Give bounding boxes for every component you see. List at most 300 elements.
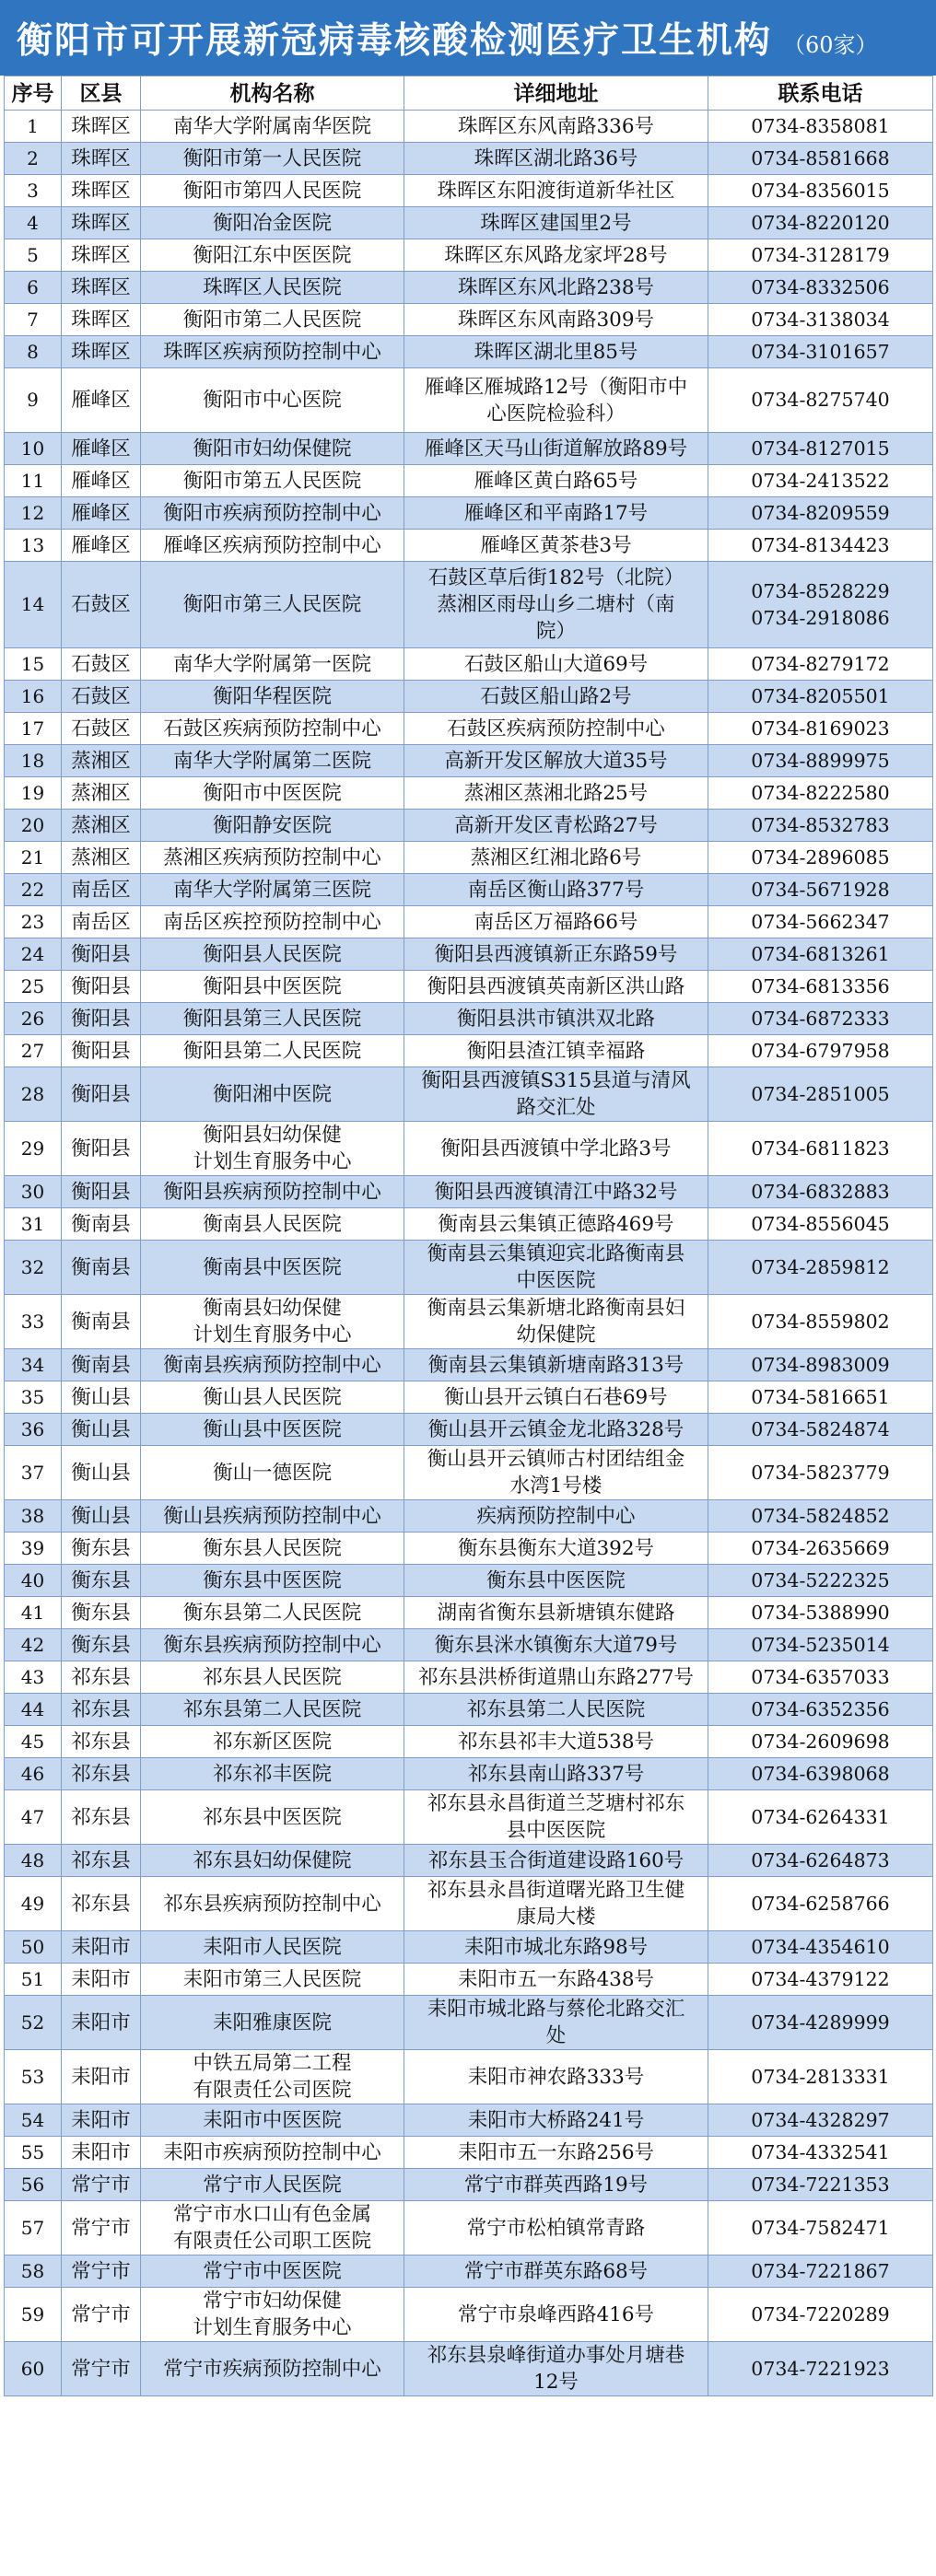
cell-phone <box>708 1241 933 1295</box>
cell-no: 2 <box>5 143 62 175</box>
cell-district: 祁东县 <box>62 1726 141 1758</box>
cell-district: 衡阳县 <box>62 1003 141 1035</box>
cell-no: 37 <box>5 1446 62 1500</box>
cell-no: 60 <box>5 2342 62 2396</box>
cell-address-line: 珠晖区湖北里85号 <box>474 340 638 364</box>
cell-district: 衡阳县 <box>62 1035 141 1067</box>
cell-name <box>141 2104 404 2137</box>
cell-name <box>141 777 404 810</box>
cell-address-line: 衡南县云集新塘北路衡南县妇 <box>427 1297 685 1320</box>
cell-name <box>141 368 404 433</box>
cell-no: 33 <box>5 1295 62 1349</box>
table-row <box>5 143 933 175</box>
cell-name-line: 蒸湘区疾病预防控制中心 <box>163 845 381 869</box>
cell-phone-line: 0734-6832883 <box>751 1180 890 1203</box>
cell-address-line: 心医院检验科） <box>486 402 626 425</box>
cell-phone <box>708 681 933 713</box>
cell-address <box>404 368 708 433</box>
cell-name-line: 常宁市人民医院 <box>203 2173 342 2197</box>
cell-no: 34 <box>5 1349 62 1381</box>
cell-no: 44 <box>5 1694 62 1726</box>
cell-address-line: 县中医医院 <box>506 1819 606 1842</box>
cell-district: 衡阳县 <box>62 971 141 1003</box>
table-row <box>5 111 933 143</box>
cell-address-line: 雁峰区黄茶巷3号 <box>480 533 632 557</box>
cell-address <box>404 1565 708 1597</box>
cell-name <box>141 272 404 304</box>
cell-name-line: 衡阳县第二人民医院 <box>182 1039 362 1063</box>
cell-name-line: 衡东县人民医院 <box>203 1536 342 1560</box>
cell-phone-line: 0734-4328297 <box>751 2108 890 2131</box>
table-row <box>5 207 933 239</box>
cell-district: 衡东县 <box>62 1597 141 1629</box>
cell-no: 42 <box>5 1629 62 1661</box>
cell-district: 耒阳市 <box>62 1931 141 1964</box>
cell-district: 常宁市 <box>62 2288 141 2342</box>
cell-no: 47 <box>5 1790 62 1845</box>
cell-phone-line: 0734-8556045 <box>751 1212 890 1235</box>
cell-address-line: 衡阳县洪市镇洪双北路 <box>456 1007 655 1031</box>
cell-phone-line: 0734-8275740 <box>751 389 890 411</box>
cell-name-line: 衡阳县中医医院 <box>203 974 342 998</box>
cell-name-line: 衡阳市第二人民医院 <box>182 308 362 332</box>
cell-address-line: 祁东县南山路337号 <box>467 1762 645 1786</box>
cell-name-line: 衡阳市第四人民医院 <box>182 179 362 203</box>
cell-district: 雁峰区 <box>62 530 141 562</box>
cell-name-line: 珠晖区人民医院 <box>203 275 342 299</box>
cell-phone <box>708 2255 933 2288</box>
table-row <box>5 304 933 336</box>
cell-address <box>404 175 708 207</box>
cell-address-line: 常宁市泉峰西路416号 <box>457 2302 655 2326</box>
cell-name-line: 衡南县疾病预防控制中心 <box>163 1353 381 1377</box>
table-row <box>5 1845 933 1877</box>
cell-no: 52 <box>5 1996 62 2050</box>
cell-no: 4 <box>5 207 62 239</box>
cell-phone-line: 0734-6357033 <box>751 1665 890 1688</box>
cell-phone <box>708 2137 933 2169</box>
table-row <box>5 1122 933 1176</box>
cell-no: 25 <box>5 971 62 1003</box>
cell-no: 11 <box>5 465 62 497</box>
table-row <box>5 562 933 648</box>
cell-phone <box>708 1381 933 1414</box>
cell-phone <box>708 1931 933 1964</box>
cell-phone-line: 0734-2859812 <box>751 1255 890 1278</box>
table-row <box>5 1931 933 1964</box>
cell-address-line: 12号 <box>533 2371 579 2394</box>
cell-address <box>404 1003 708 1035</box>
cell-address-line: 祁东县第二人民医院 <box>466 1697 646 1721</box>
cell-district: 蒸湘区 <box>62 745 141 777</box>
cell-phone <box>708 304 933 336</box>
cell-address-line: 湖南省衡东县新塘镇东健路 <box>437 1601 675 1625</box>
cell-name <box>141 1694 404 1726</box>
cell-address-line: 高新开发区青松路27号 <box>454 813 658 837</box>
cell-district: 衡山县 <box>62 1381 141 1414</box>
cell-phone-line: 0734-6398068 <box>751 1762 890 1785</box>
cell-district: 祁东县 <box>62 1877 141 1931</box>
table-row <box>5 239 933 272</box>
table-row <box>5 713 933 745</box>
cell-name-line: 衡南县妇幼保健 <box>203 1297 342 1320</box>
cell-address-line: 雁峰区雁城路12号（衡阳市中 <box>424 375 688 399</box>
cell-phone <box>708 1122 933 1176</box>
table-body <box>5 111 933 2396</box>
cell-phone-line: 0734-6264873 <box>751 1848 890 1871</box>
cell-district: 耒阳市 <box>62 1996 141 2050</box>
cell-address-line: 祁东县洪桥街道鼎山东路277号 <box>417 1665 695 1689</box>
cell-phone-line: 0734-8983009 <box>751 1353 890 1376</box>
cell-phone <box>708 938 933 971</box>
cell-district: 珠晖区 <box>62 272 141 304</box>
cell-district: 雁峰区 <box>62 433 141 465</box>
cell-name-line: 衡南县中医医院 <box>203 1255 342 1279</box>
cell-no: 26 <box>5 1003 62 1035</box>
cell-name-line: 雁峰区疾病预防控制中心 <box>163 533 381 557</box>
cell-name <box>141 681 404 713</box>
table-row <box>5 272 933 304</box>
table-row <box>5 874 933 906</box>
cell-address <box>404 1208 708 1241</box>
cell-phone-line: 0734-8532783 <box>751 813 890 836</box>
cell-district: 衡阳县 <box>62 1067 141 1122</box>
cell-address <box>404 874 708 906</box>
cell-district: 衡南县 <box>62 1295 141 1349</box>
cell-name <box>141 1629 404 1661</box>
cell-phone-line: 0734-2413522 <box>751 469 890 492</box>
cell-name-line: 常宁市中医医院 <box>203 2259 342 2283</box>
cell-district: 南岳区 <box>62 874 141 906</box>
cell-district: 珠晖区 <box>62 111 141 143</box>
cell-address <box>404 745 708 777</box>
cell-no: 14 <box>5 562 62 648</box>
cell-name-line: 衡阳县妇幼保健 <box>203 1124 342 1147</box>
cell-name-line: 有限责任公司职工医院 <box>172 2230 371 2253</box>
cell-phone-line: 0734-5388990 <box>751 1601 890 1624</box>
cell-name <box>141 1295 404 1349</box>
cell-address <box>404 2050 708 2104</box>
cell-address-line: 南岳区万福路66号 <box>474 910 638 934</box>
cell-name <box>141 1500 404 1533</box>
cell-no: 17 <box>5 713 62 745</box>
cell-phone <box>708 1661 933 1694</box>
cell-name-line: 衡阳市妇幼保健院 <box>193 437 352 460</box>
cell-address-line: 南岳区衡山路377号 <box>467 878 645 902</box>
cell-address-line: 康局大楼 <box>516 1906 596 1929</box>
table-row <box>5 938 933 971</box>
cell-phone-line: 0734-5823779 <box>751 1461 890 1484</box>
cell-address-line: 水湾1号楼 <box>509 1474 603 1498</box>
cell-district: 珠晖区 <box>62 175 141 207</box>
cell-district: 蒸湘区 <box>62 777 141 810</box>
cell-district: 石鼓区 <box>62 648 141 681</box>
cell-address <box>404 1533 708 1565</box>
cell-name <box>141 971 404 1003</box>
cell-address <box>404 465 708 497</box>
table-row <box>5 2137 933 2169</box>
cell-phone-line: 0734-5662347 <box>751 910 890 933</box>
cell-name <box>141 1661 404 1694</box>
cell-address <box>404 777 708 810</box>
cell-no: 35 <box>5 1381 62 1414</box>
cell-phone <box>708 906 933 938</box>
cell-name-line: 衡阳静安医院 <box>212 813 332 837</box>
cell-phone <box>708 971 933 1003</box>
cell-name-line: 衡阳冶金医院 <box>212 211 332 235</box>
cell-no: 43 <box>5 1661 62 1694</box>
cell-no: 23 <box>5 906 62 938</box>
cell-phone <box>708 2104 933 2137</box>
cell-address-line: 衡阳县西渡镇中学北路3号 <box>440 1136 672 1160</box>
cell-address <box>404 1500 708 1533</box>
cell-phone <box>708 530 933 562</box>
cell-district: 衡阳县 <box>62 938 141 971</box>
cell-phone <box>708 842 933 874</box>
cell-phone <box>708 1414 933 1446</box>
cell-name-line: 计划生育服务中心 <box>193 1150 352 1173</box>
table-row <box>5 2255 933 2288</box>
cell-address <box>404 562 708 648</box>
cell-district: 衡东县 <box>62 1565 141 1597</box>
cell-phone-line: 0734-4379122 <box>751 1967 890 1990</box>
cell-district: 珠晖区 <box>62 143 141 175</box>
cell-address <box>404 1241 708 1295</box>
cell-phone <box>708 1790 933 1845</box>
cell-no: 13 <box>5 530 62 562</box>
cell-district: 珠晖区 <box>62 336 141 368</box>
cell-no: 55 <box>5 2137 62 2169</box>
cell-district: 祁东县 <box>62 1790 141 1845</box>
cell-no: 6 <box>5 272 62 304</box>
cell-district: 衡东县 <box>62 1629 141 1661</box>
cell-phone <box>708 465 933 497</box>
cell-address <box>404 938 708 971</box>
cell-phone-line: 0734-3138034 <box>751 308 890 331</box>
cell-district: 蒸湘区 <box>62 842 141 874</box>
cell-district: 耒阳市 <box>62 1964 141 1996</box>
header-row <box>5 76 933 111</box>
cell-phone <box>708 2342 933 2396</box>
cell-address-line: 祁东县永昌街道曙光路卫生健 <box>427 1879 685 1902</box>
cell-address-line: 石鼓区疾病预防控制中心 <box>447 717 665 740</box>
cell-no: 8 <box>5 336 62 368</box>
cell-no: 1 <box>5 111 62 143</box>
cell-address <box>404 207 708 239</box>
cell-name <box>141 111 404 143</box>
cell-name-line: 衡山一德医院 <box>212 1461 332 1485</box>
cell-address-line: 常宁市群英东路68号 <box>463 2259 649 2283</box>
cell-phone-line: 0734-5671928 <box>751 878 890 901</box>
table-row <box>5 2342 933 2396</box>
cell-district: 珠晖区 <box>62 207 141 239</box>
cell-address-line: 衡南县云集镇迎宾北路衡南县 <box>427 1242 685 1265</box>
cell-phone <box>708 1996 933 2050</box>
cell-phone-line: 0734-6264331 <box>751 1805 890 1828</box>
cell-phone-line: 0734-7220289 <box>751 2302 890 2325</box>
cell-name <box>141 1003 404 1035</box>
table-row <box>5 2104 933 2137</box>
cell-district: 雁峰区 <box>62 465 141 497</box>
cell-phone <box>708 1758 933 1790</box>
table-row <box>5 1565 933 1597</box>
table-row <box>5 1500 933 1533</box>
table-row <box>5 1964 933 1996</box>
cell-address <box>404 1726 708 1758</box>
header-district: 区县 <box>62 76 141 111</box>
table-row <box>5 1726 933 1758</box>
cell-name <box>141 1446 404 1500</box>
cell-name <box>141 1035 404 1067</box>
cell-phone <box>708 368 933 433</box>
cell-no: 5 <box>5 239 62 272</box>
cell-district: 衡山县 <box>62 1446 141 1500</box>
cell-address-line: 耒阳市五一东路256号 <box>457 2140 655 2164</box>
cell-address <box>404 1964 708 1996</box>
cell-name <box>141 1758 404 1790</box>
cell-phone <box>708 1035 933 1067</box>
cell-address-line: 衡阳县西渡镇清江中路32号 <box>434 1180 678 1204</box>
table-row <box>5 1996 933 2050</box>
cell-name-line: 珠晖区疾病预防控制中心 <box>163 340 381 364</box>
cell-name-line: 耒阳市人民医院 <box>203 1935 342 1959</box>
cell-name-line: 祁东县第二人民医院 <box>182 1697 362 1721</box>
cell-phone <box>708 2201 933 2255</box>
table-row <box>5 1003 933 1035</box>
cell-address-line: 耒阳市神农路333号 <box>467 2065 645 2089</box>
cell-phone-line: 0734-8581668 <box>751 146 890 169</box>
cell-no: 51 <box>5 1964 62 1996</box>
cell-name-line: 衡阳湘中医院 <box>212 1082 332 1106</box>
cell-name-line: 南岳区疾控预防控制中心 <box>163 910 381 934</box>
cell-phone-line: 0734-6872333 <box>751 1007 890 1030</box>
header-no: 序号 <box>5 76 62 111</box>
cell-phone <box>708 207 933 239</box>
cell-no: 50 <box>5 1931 62 1964</box>
cell-address <box>404 304 708 336</box>
cell-name-line: 衡阳县疾病预防控制中心 <box>163 1180 381 1204</box>
cell-address <box>404 1790 708 1845</box>
table-row <box>5 745 933 777</box>
cell-name <box>141 745 404 777</box>
cell-name-line: 衡阳市中心医院 <box>203 389 342 412</box>
cell-district: 祁东县 <box>62 1694 141 1726</box>
cell-phone <box>708 1349 933 1381</box>
cell-phone <box>708 1964 933 1996</box>
cell-name-line: 常宁市水口山有色金属 <box>172 2203 371 2226</box>
cell-address <box>404 713 708 745</box>
cell-address <box>404 1877 708 1931</box>
cell-phone-line: 0734-8528229 <box>751 579 890 602</box>
cell-name <box>141 1349 404 1381</box>
table-row <box>5 497 933 530</box>
cell-name-line: 石鼓区疾病预防控制中心 <box>163 717 381 740</box>
cell-name-line: 衡阳市中医医院 <box>203 781 342 805</box>
cell-phone <box>708 1597 933 1629</box>
table-row <box>5 1629 933 1661</box>
cell-address-line: 幼保健院 <box>516 1323 596 1346</box>
cell-no: 19 <box>5 777 62 810</box>
cell-phone-line: 0734-8358081 <box>751 114 890 137</box>
cell-phone <box>708 1877 933 1931</box>
header-phone: 联系电话 <box>708 76 933 111</box>
cell-phone <box>708 1629 933 1661</box>
cell-name <box>141 143 404 175</box>
cell-phone-line: 0734-5222325 <box>751 1568 890 1591</box>
cell-name <box>141 2169 404 2201</box>
cell-name-line: 祁东县中医医院 <box>203 1805 342 1829</box>
cell-name <box>141 1877 404 1931</box>
cell-address-line: 高新开发区解放大道35号 <box>444 749 668 773</box>
cell-name-line: 衡阳县第三人民医院 <box>182 1007 362 1031</box>
table-row <box>5 1661 933 1694</box>
cell-no: 38 <box>5 1500 62 1533</box>
cell-address-line: 珠晖区东风南路336号 <box>457 114 655 138</box>
cell-district: 珠晖区 <box>62 304 141 336</box>
cell-name-line: 衡山县疾病预防控制中心 <box>163 1504 381 1528</box>
cell-name <box>141 1414 404 1446</box>
cell-no: 49 <box>5 1877 62 1931</box>
table-row <box>5 2050 933 2104</box>
cell-name-line: 耒阳市第三人民医院 <box>182 1967 362 1991</box>
cell-name <box>141 465 404 497</box>
cell-phone <box>708 239 933 272</box>
cell-address-line: 雁峰区天马山街道解放路89号 <box>424 437 688 460</box>
title-bar <box>0 0 936 76</box>
table-row <box>5 1694 933 1726</box>
cell-phone <box>708 1176 933 1208</box>
cell-district: 衡山县 <box>62 1414 141 1446</box>
cell-no: 30 <box>5 1176 62 1208</box>
cell-address-line: 衡阳县西渡镇新正东路59号 <box>434 942 678 966</box>
cell-name <box>141 1845 404 1877</box>
cell-phone-line: 0734-8169023 <box>751 717 890 740</box>
cell-phone <box>708 111 933 143</box>
table-row <box>5 906 933 938</box>
cell-address <box>404 2255 708 2288</box>
cell-address-line: 路交汇处 <box>516 1096 596 1119</box>
cell-name-line: 计划生育服务中心 <box>193 1323 352 1346</box>
cell-address-line: 衡阳县西渡镇S315县道与清风 <box>421 1069 691 1092</box>
cell-name <box>141 2342 404 2396</box>
cell-district: 衡阳县 <box>62 1176 141 1208</box>
cell-no: 27 <box>5 1035 62 1067</box>
cell-phone-line: 0734-6258766 <box>751 1892 890 1915</box>
cell-name <box>141 1241 404 1295</box>
cell-no: 7 <box>5 304 62 336</box>
cell-no: 46 <box>5 1758 62 1790</box>
cell-phone-line: 0734-8134423 <box>751 533 890 556</box>
cell-address <box>404 971 708 1003</box>
cell-phone-line: 0734-2635669 <box>751 1536 890 1559</box>
cell-name-line: 祁东县疾病预防控制中心 <box>163 1892 381 1916</box>
cell-no: 31 <box>5 1208 62 1241</box>
cell-name-line: 南华大学附属第一医院 <box>172 652 371 676</box>
cell-no: 22 <box>5 874 62 906</box>
cell-address-line: 耒阳市城北东路98号 <box>463 1935 649 1959</box>
cell-no: 57 <box>5 2201 62 2255</box>
table-row <box>5 1446 933 1500</box>
table-row <box>5 465 933 497</box>
cell-name-line: 衡阳江东中医医院 <box>193 243 352 267</box>
cell-district: 祁东县 <box>62 1845 141 1877</box>
cell-phone <box>708 713 933 745</box>
cell-name-line: 中铁五局第二工程 <box>193 2052 352 2075</box>
cell-district: 衡南县 <box>62 1349 141 1381</box>
cell-name <box>141 1122 404 1176</box>
cell-district: 衡南县 <box>62 1241 141 1295</box>
cell-no: 10 <box>5 433 62 465</box>
